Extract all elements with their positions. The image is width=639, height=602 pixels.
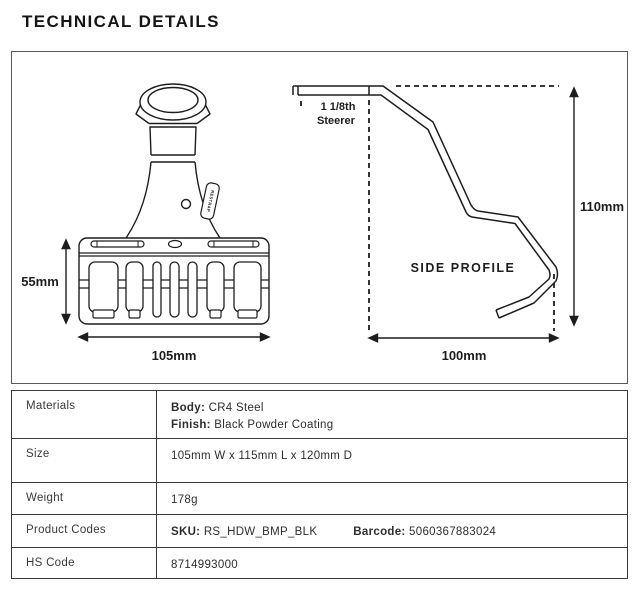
page-title: TECHNICAL DETAILS: [22, 12, 220, 31]
side-height-label: 110mm: [579, 199, 625, 214]
table-row-weight: [12, 482, 627, 514]
side-width-label: 100mm: [441, 348, 487, 363]
strap-slots: [89, 262, 261, 317]
row-value: 8714993000: [171, 559, 238, 571]
technical-drawing: [12, 52, 627, 383]
steerer-label-line1: 1 1/8th: [320, 101, 356, 113]
diagram-panel: [11, 51, 628, 384]
row-value: SKU: RS_HDW_BMP_BLK Barcode: 5060367883024: [171, 526, 497, 538]
row-label: HS Code: [12, 548, 157, 578]
table-row-hs-code: [12, 547, 627, 578]
table-row-product-codes: [12, 514, 627, 547]
row-label: Size: [12, 439, 157, 482]
front-view-drawing: [79, 84, 269, 324]
spec-table: [11, 390, 628, 579]
steerer-label-line2: Steerer: [317, 115, 355, 127]
front-height-label: 55mm: [21, 274, 59, 289]
side-profile-title: SIDE PROFILE: [410, 261, 516, 275]
row-value: 105mm W x 115mm L x 120mm D: [171, 450, 353, 462]
table-row-materials: [12, 391, 627, 438]
brand-tag-text: RESTRAP: [205, 189, 216, 213]
row-label: Weight: [12, 483, 157, 514]
table-row-size: [12, 438, 627, 482]
technical-details-page: [0, 12, 639, 579]
row-label: Product Codes: [12, 515, 157, 547]
row-label: Materials: [12, 391, 157, 438]
bolt-hole: [182, 200, 191, 209]
row-value: Body: CR4 Steel Finish: Black Powder Coating: [171, 402, 334, 431]
side-profile-dimensions: [369, 88, 578, 342]
row-value: 178g: [171, 494, 198, 506]
front-width-label: 105mm: [151, 348, 197, 363]
